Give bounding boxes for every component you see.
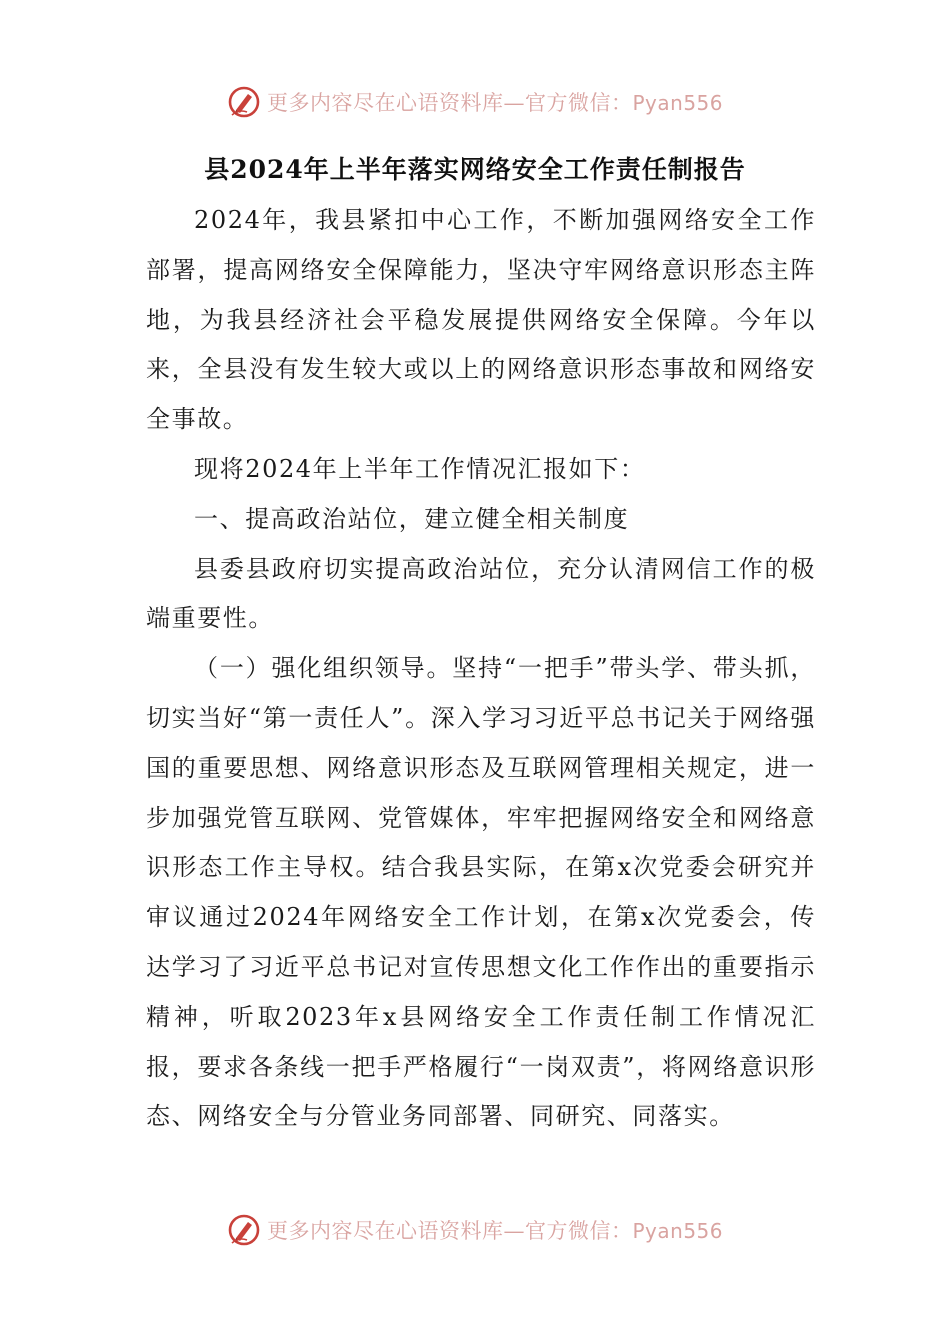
watermark-header (0, 82, 950, 122)
watermark-handle: Pyan556 (632, 1219, 723, 1243)
paragraph-political-stance: 县委县政府切实提高政治站位，充分认清网信工作的极端重要性。 (146, 554, 816, 633)
document-body (146, 196, 816, 1142)
watermark-separator: — (503, 1219, 525, 1243)
watermark-label: 官方微信： (524, 91, 633, 115)
paragraph-intro: 2024年，我县紧扣中心工作，不断加强网络安全工作部署，提高网络安全保障能力，坚决守牢网络意识形态主阵地，为我县经济社会平稳发展提供网络安全保障。今年以来，全县没有发生较大或以上的网络意识形态事故和网络安全事故。 (146, 206, 816, 434)
watermark-footer (0, 1210, 950, 1250)
watermark-brand: 更多内容尽在心语资料库 (266, 91, 504, 115)
paragraph-organization-leadership: （一）强化组织领导。坚持“一把手”带头学、带头抓，切实当好“第一责任人”。深入学习习近平总书记关于网络强国的重要思想、网络意识形态及互联网管理相关规定，进一步加强党管互联网、党管媒体，牢牢把握网络安全和网络意识形态工作主导权。结合我县实际，在第x次党委会研究并审议通过2024年网络安全工作计划，在第x次党委会，传达学习了习近平总书记对宣传思想文化工作作出的重要指示精神，听取2023年x县网络安全工作责任制工作情况汇报，要求各条线一把手严格履行“一岗双责”，将网络意识形态、网络安全与分管业务同部署、同研究、同落实。 (146, 654, 816, 1131)
watermark-text (267, 1215, 723, 1245)
watermark-brand: 更多内容尽在心语资料库 (266, 1219, 504, 1243)
watermark-label: 官方微信： (524, 1219, 633, 1243)
watermark-handle: Pyan556 (632, 91, 723, 115)
watermark-text (267, 87, 723, 117)
pen-logo-icon (227, 85, 261, 119)
paragraph-report-lead: 现将2024年上半年工作情况汇报如下： (194, 454, 646, 483)
document-title: 县2024年上半年落实网络安全工作责任制报告 (204, 155, 746, 184)
pen-logo-icon (227, 1213, 261, 1247)
section-heading-1: 一、提高政治站位，建立健全相关制度 (194, 504, 630, 533)
watermark-separator: — (503, 91, 525, 115)
